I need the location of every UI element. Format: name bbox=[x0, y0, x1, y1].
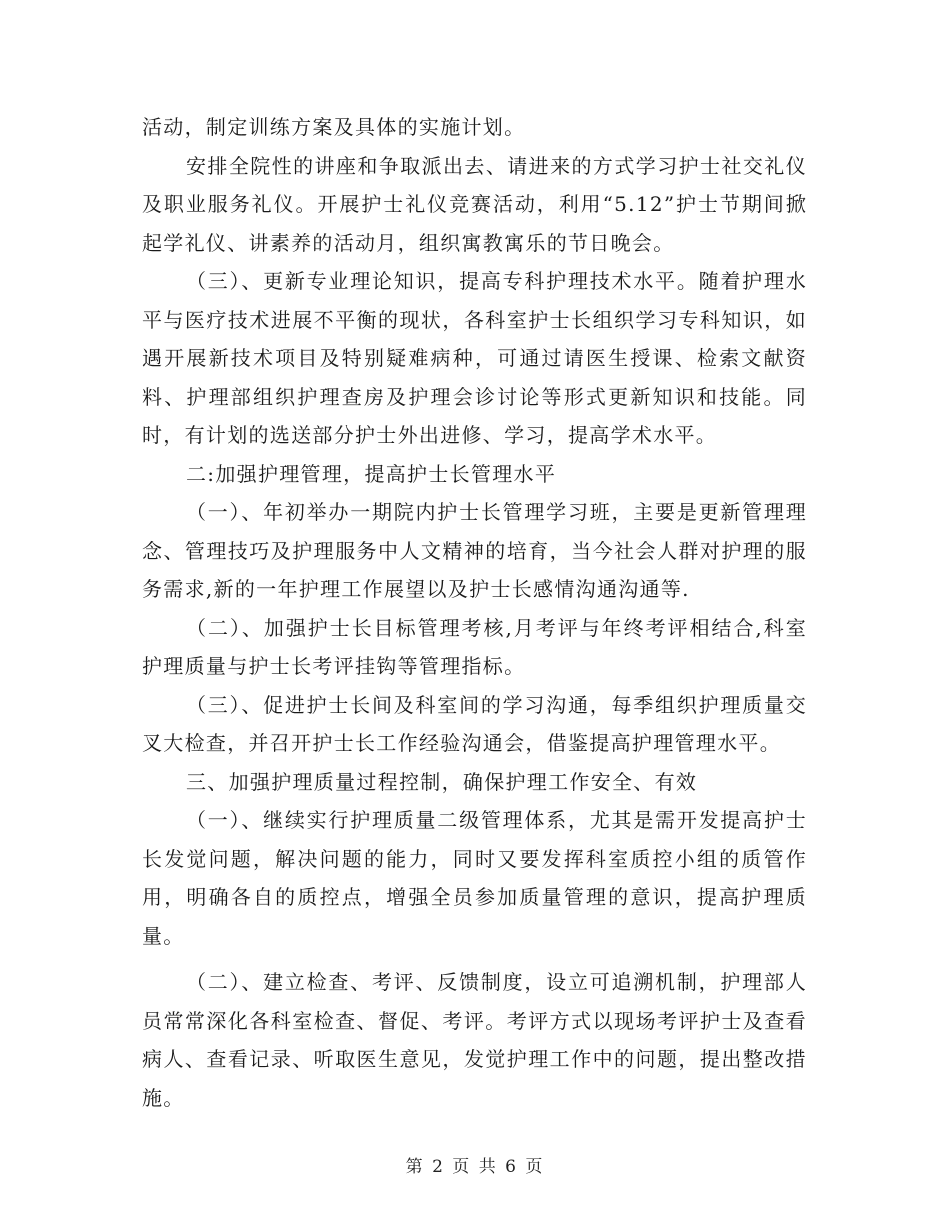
page-number-footer: 第 2 页 共 6 页 bbox=[405, 1157, 545, 1177]
paragraph-professional-knowledge: （三）、更新专业理论知识，提高专科护理技术水平。随着护理水平与医疗技术进展不平衡的现状，各科室护士长组织学习专科知识，如遇开展新技术项目及特别疑难病种，可通过请医生授课、检索文献资料、护理部组织护理查房及护理会诊讨论等形式更新知识和技能。同时，有计划的选送部分护士外出进修、学习，提高学术水平。 bbox=[142, 269, 807, 447]
paragraph-quality-system: （一）、继续实行护理质量二级管理体系，尤其是需开发提高护士长发觉问题，解决问题的能力，同时又要发挥科室质控小组的质管作用，明确各自的质控点，增强全员参加质量管理的意识，提高护理质量。 bbox=[142, 808, 807, 948]
document-body bbox=[142, 108, 807, 1117]
section-heading-quality-control: 三、加强护理质量过程控制，确保护理工作安全、有效 bbox=[186, 769, 698, 794]
paragraph-inspection-system: （二）、建立检查、考评、反馈制度，设立可追溯机制，护理部人员常常深化各科室检查、督促、考评。考评方式以现场考评护士及查看病人、查看记录、听取医生意见，发觉护理工作中的问题，提出整改措施。 bbox=[142, 970, 807, 1110]
paragraph-etiquette-training: 安排全院性的讲座和争取派出去、请进来的方式学习护士社交礼仪及职业服务礼仪。开展护士礼仪竞赛活动，利用“5.12”护士节期间掀起学礼仪、讲素养的活动月，组织寓教寓乐的节日晚会。 bbox=[142, 153, 807, 255]
paragraph-communication: （三）、促进护士长间及科室间的学习沟通，每季组织护理质量交叉大检查，并召开护士长工作经验沟通会，借鉴提高护理管理水平。 bbox=[142, 692, 807, 755]
paragraph-continuation: 活动，制定训练方案及具体的实施计划。 bbox=[142, 115, 526, 139]
paragraph-head-nurse-training: （一）、年初举办一期院内护士长管理学习班，主要是更新管理理念、管理技巧及护理服务中人文精神的培育，当今社会人群对护理的服务需求,新的一年护理工作展望以及护士长感情沟通沟通等. bbox=[142, 500, 807, 601]
paragraph-assessment: （二）、加强护士长目标管理考核,月考评与年终考评相结合,科室护理质量与护士长考评挂钩等管理指标。 bbox=[142, 615, 807, 678]
section-heading-management: 二:加强护理管理，提高护士长管理水平 bbox=[186, 461, 557, 486]
